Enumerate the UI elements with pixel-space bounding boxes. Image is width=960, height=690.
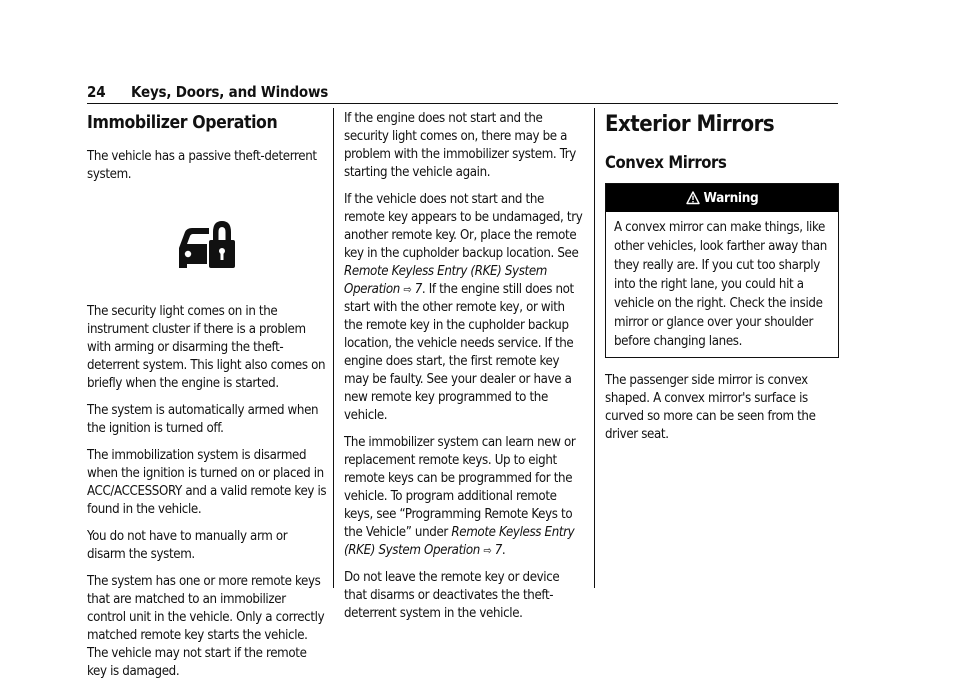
- header-rule: [87, 103, 838, 104]
- intro-text: The vehicle has a passive theft-deterrent system.: [87, 149, 317, 182]
- warning-triangle-icon: [686, 191, 700, 205]
- paragraph: If the engine does not start and the security light comes on, there may be a problem with the immobilizer system. Try starting the vehicle again.: [344, 111, 576, 180]
- paragraph: The passenger side mirror is convex shaped. A convex mirror's surface is curved so more can be seen from the driver seat.: [605, 373, 816, 442]
- paragraph: The immobilizer system can learn new or replacement remote keys. Up to eight remote keys can be programmed for the vehicle. To program additional remote keys, see “Programming Remote Keys to the Vehicle” under Remote Keyless Entry (RKE) System Operation ⇨ 7.: [344, 435, 576, 558]
- column-divider-2: [594, 108, 595, 588]
- paragraph: The system is automatically armed when the ignition is turned off.: [87, 403, 319, 436]
- cross-reference-link[interactable]: Remote Keyless Entry (RKE) System Operation: [344, 264, 547, 297]
- column-divider-1: [333, 108, 334, 588]
- column-3: [605, 112, 841, 453]
- paragraph: If the vehicle does not start and the remote key appears to be undamaged, try another remote key. Or, place the remote key in the cupholder backup location. See Remote Keyless Entry (RKE) System Operation ⇨ 7. If the engine still does not start with the other remote key, or with the remote key in the cupholder backup location, the vehicle needs service. If the engine does start, the first remote key may be faulty. See your dealer or have a new remote key programmed to the vehicle.: [344, 192, 583, 423]
- warning-header: [606, 184, 838, 212]
- paragraph: The security light comes on in the instrument cluster if there is a problem with arming or disarming the theft-deterrent system. This light also comes on briefly when the engine is started.: [87, 304, 326, 391]
- warning-text: A convex mirror can make things, like other vehicles, look farther away than they really are. If you cut too sharply into the right lane, you could hit a vehicle on the right. Check the inside mirror or glance over your shoulder before changing lanes.: [614, 220, 827, 349]
- warning-box: [605, 183, 839, 358]
- section-title: Keys, Doors, and Windows: [131, 83, 329, 101]
- page-number: 24: [87, 83, 106, 101]
- exterior-mirrors-heading: Exterior Mirrors: [605, 112, 775, 137]
- page-ref-arrow-icon: ⇨: [483, 544, 492, 557]
- paragraph: The immobilization system is disarmed when the ignition is turned on or placed in ACC/ACCESSORY and a valid remote key is found in the vehicle.: [87, 448, 327, 517]
- paragraph: Do not leave the remote key or device that disarms or deactivates the theft-deterrent system in the vehicle.: [344, 570, 560, 621]
- page-ref-number[interactable]: 7: [494, 543, 502, 558]
- immobilizer-heading: Immobilizer Operation: [87, 113, 278, 133]
- column-2: [344, 110, 584, 632]
- paragraph: You do not have to manually arm or disarm the system.: [87, 529, 288, 562]
- page-ref-number[interactable]: 7: [414, 282, 422, 297]
- paragraph: The system has one or more remote keys that are matched to an immobilizer control unit in the vehicle. Only a correctly matched remote key starts the vehicle. The vehicle may not start if the remote key is damaged.: [87, 574, 325, 679]
- security-light-figure: [87, 193, 327, 303]
- vehicle-lock-icon: [175, 218, 235, 270]
- convex-mirrors-heading: Convex Mirrors: [605, 153, 727, 172]
- column-1: [87, 112, 327, 690]
- page-header: [87, 83, 838, 105]
- cross-reference-link[interactable]: Remote Keyless Entry (RKE) System Operation: [344, 525, 575, 558]
- warning-label: Warning: [703, 190, 759, 206]
- page-ref-arrow-icon: ⇨: [403, 283, 412, 296]
